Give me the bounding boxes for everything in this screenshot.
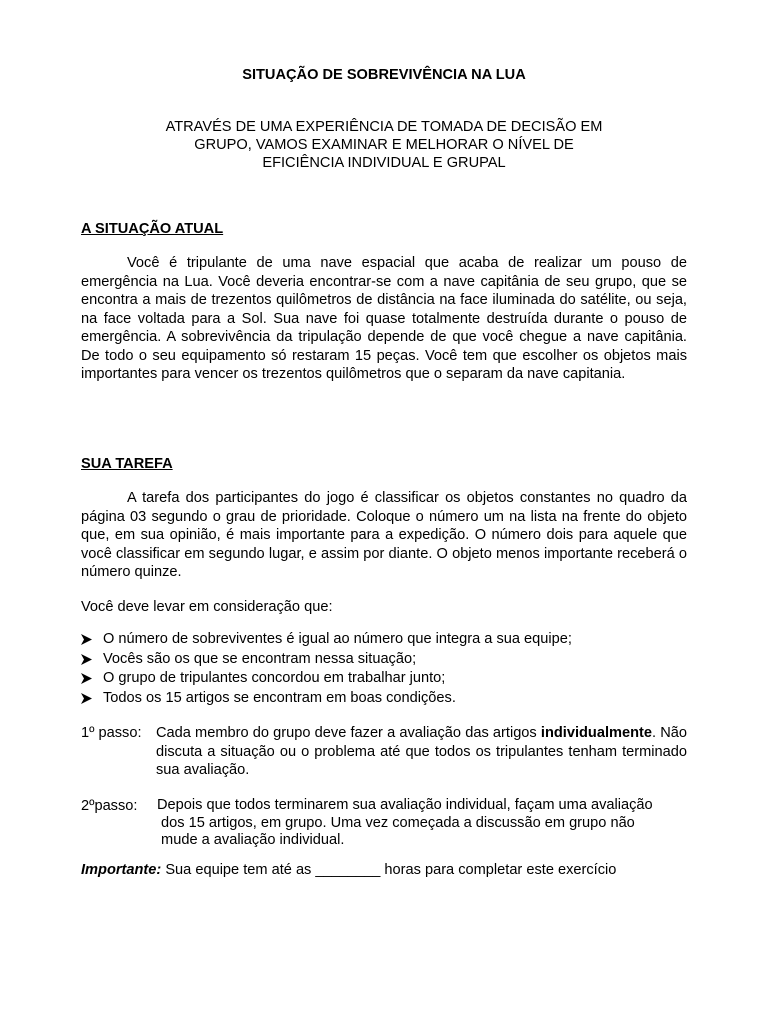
tarefa-paragraph: A tarefa dos participantes do jogo é classificar os objetos constantes no quadro da página 03 segundo o grau de prioridade. Coloque o número um na lista na frente do objeto que, em sua opinião, é mais importante para a expedição. O número dois para aquele que você classificar em segundo lugar, e assim por diante. O objeto menos importante receberá o número quinze. [81,490,687,580]
list-item [81,630,572,650]
step-two-text [157,797,687,850]
important-note [81,861,616,880]
document-title: SITUAÇÃO DE SOBREVIVÊNCIA NA LUA [242,67,526,83]
arrowhead-bullet-icon [81,630,103,645]
list-item [81,689,572,709]
arrowhead-bullet-icon [81,689,103,704]
step-one-text-end: . Não discuta a situação ou o problema até que todos os tripulantes tenham terminado sua avaliação. [156,725,687,778]
document-subtitle [130,118,638,172]
subtitle-line: GRUPO, VAMOS EXAMINAR E MELHORAR O NÍVEL DE [194,137,574,153]
step-one-emphasis: individualmente [540,725,652,741]
consider-intro: Você deve levar em consideração que: [81,599,333,615]
situacao-paragraph: Você é tripulante de uma nave espacial que acaba de realizar um pouso de emergência na Lua. Você deveria encontrar-se com a nave capitânia de seu grupo, que se encontra a mais de trezentos quilômetros de distância na face iluminada do satélite, ou seja, na face voltada para a Sol. Sua nave foi quase totalmente destruída durante o pouso de emergência. A sobrevivência da tripulação depende de que você chegue a nave capitânia. De todo o seu equipamento só restaram 15 peças. Você tem que escolher os objetos mais importantes para vencer os trezentos quilômetros que o separam da nave capitania. [81,255,687,382]
step-one-text [156,724,687,780]
list-item-text: O número de sobreviventes é igual ao número que integra a sua equipe; [103,631,572,647]
list-item [81,650,572,670]
section-heading-tarefa: SUA TAREFA [81,456,173,472]
arrowhead-bullet-icon [81,650,103,665]
step-one-text-start: Cada membro do grupo deve fazer a avaliação das artigos [156,725,541,741]
list-item [81,669,572,689]
subtitle-line: ATRAVÉS DE UMA EXPERIÊNCIA DE TOMADA DE DECISÃO EM [165,119,603,135]
important-label: Importante: [81,862,162,878]
subtitle-line: EFICIÊNCIA INDIVIDUAL E GRUPAL [262,155,506,171]
consider-list [81,630,572,708]
list-item-text: Vocês são os que se encontram nessa situação; [103,650,417,667]
arrowhead-bullet-icon [81,669,103,684]
step-two-line: dos 15 artigos, em grupo. Uma vez começada a discussão em grupo não [157,814,635,831]
list-item-text: Todos os 15 artigos se encontram em boas condições. [103,689,456,706]
step-one-label: 1º passo: [81,725,142,741]
step-two-line: mude a avaliação individual. [157,832,345,848]
important-text: Sua equipe tem até as ________ horas para completar este exercício [161,862,617,878]
section-heading-situacao: A SITUAÇÃO ATUAL [81,221,224,237]
list-item-text: O grupo de tripulantes concordou em trabalhar junto; [103,670,446,686]
step-two-label: 2ºpasso: [81,798,138,814]
step-two-line: Depois que todos terminarem sua avaliação individual, façam uma avaliação [157,797,653,813]
